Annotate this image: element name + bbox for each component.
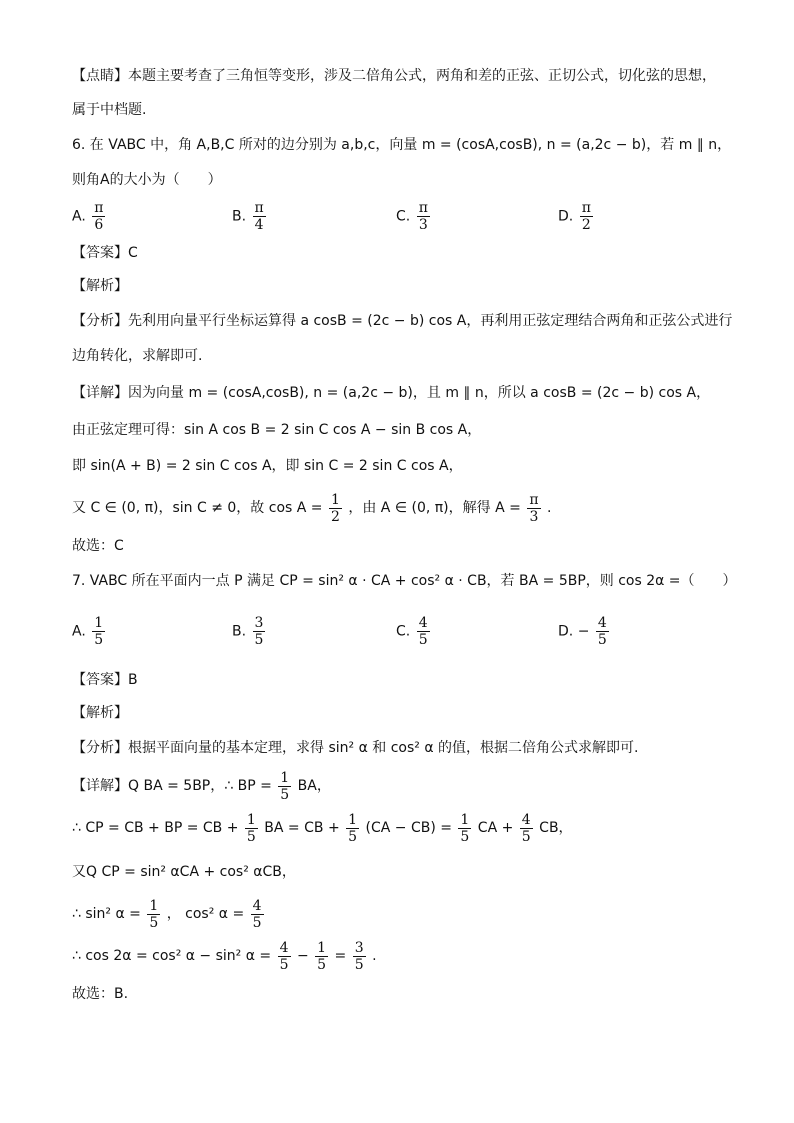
denominator: 6	[94, 217, 104, 233]
numerator: 1	[330, 491, 340, 508]
numerator: 4	[279, 939, 289, 956]
text-segment: =	[334, 948, 347, 964]
text-segment: (CA − CB) =	[365, 820, 452, 836]
q6-option-c	[396, 200, 432, 233]
numerator: 1	[280, 769, 290, 786]
denominator: 5	[521, 828, 531, 845]
numerator: 4	[597, 615, 607, 631]
q7-detail-4	[72, 896, 266, 932]
numerator: π	[94, 200, 104, 216]
option-letter: C.	[396, 623, 411, 640]
denominator: 5	[149, 914, 159, 931]
numerator: π	[529, 491, 539, 508]
denominator: 2	[330, 508, 340, 525]
text-segment: ∴ cos 2α = cos² α − sin² α =	[72, 948, 272, 964]
text-segment: ， cos² α =	[166, 906, 245, 922]
option-letter: B.	[232, 208, 247, 225]
dianjing-text: 【点睛】本题主要考查了三角恒等变形，涉及二倍角公式，两角和差的正弦、正切公式，切化弦的思想，	[72, 68, 716, 84]
text-segment: CB，	[539, 820, 573, 836]
option-sign: −	[577, 623, 590, 640]
text-segment: −	[296, 948, 309, 964]
numerator: 1	[149, 897, 159, 914]
denominator: 5	[246, 828, 256, 845]
numerator: 3	[254, 615, 264, 631]
numerator: 4	[521, 811, 531, 828]
q6-option-d	[558, 200, 595, 233]
q6-analysis-2: 边角转化，求解即可.	[72, 348, 203, 364]
text-segment: 【详解】Q BA = 5BP，∴ BP =	[72, 778, 272, 794]
denominator: 3	[529, 508, 539, 525]
option-letter: A.	[72, 208, 86, 225]
q7-analysis: 【分析】根据平面向量的基本定理，求得 sin² α 和 cos² α 的值，根据二倍角公式求解即可.	[72, 740, 639, 756]
numerator: 3	[354, 939, 364, 956]
q7-stem: 7. VABC 所在平面内一点 P 满足 CP = sin² α · CA + cos² α · CB，若 BA = 5BP，则 cos 2α =（ ）	[72, 573, 737, 589]
numerator: 1	[460, 811, 470, 828]
numerator: 1	[246, 811, 256, 828]
q7-answer: 【答案】B	[72, 672, 138, 688]
text-segment: ∴ CP = CB + BP = CB +	[72, 820, 239, 836]
q6-detail-2: 由正弦定理可得：sin A cos B = 2 sin C cos A − sin B cos A，	[72, 422, 482, 438]
denominator: 5	[94, 632, 104, 648]
q6-jiexi-heading: 【解析】	[72, 278, 128, 294]
text-segment: .	[546, 500, 552, 516]
q7-choose: 故选：B.	[72, 986, 129, 1002]
denominator: 5	[317, 956, 327, 973]
denominator: 5	[460, 828, 470, 845]
denominator: 5	[354, 956, 364, 973]
q7-detail-3: 又Q CP = sin² αCA + cos² αCB，	[72, 864, 296, 880]
q7-option-a	[72, 615, 107, 648]
q6-stem-2: 则角A的大小为（ ）	[72, 172, 222, 188]
text-segment: .	[372, 948, 377, 964]
q6-detail-1: 【详解】因为向量 m = (cosA,cosB), n = (a,2c − b)，且 m ∥ n，所以 a cosB = (2c − b) cos A，	[72, 385, 711, 401]
q6-detail-3: 即 sin(A + B) = 2 sin C cos A，即 sin C = 2 sin C cos A，	[72, 458, 463, 474]
denominator: 4	[254, 217, 264, 233]
q7-jiexi-heading: 【解析】	[72, 705, 128, 721]
q7-detail-2	[72, 810, 573, 846]
denominator: 5	[418, 632, 428, 648]
q7-detail-5	[72, 938, 377, 974]
numerator: 4	[252, 897, 262, 914]
numerator: π	[418, 200, 428, 216]
denominator: 5	[348, 828, 358, 845]
option-letter: A.	[72, 623, 86, 640]
q6-analysis: 【分析】先利用向量平行坐标运算得 a cosB = (2c − b) cos A，再利用正弦定理结合两角和正弦公式进行	[72, 313, 733, 329]
option-letter: B.	[232, 623, 247, 640]
q7-option-c	[396, 615, 432, 648]
q6-choose: 故选：C	[72, 538, 124, 554]
dianjing-text-2: 属于中档题.	[72, 102, 147, 118]
q6-option-b	[232, 200, 268, 233]
q6-detail-4	[72, 490, 551, 526]
numerator: π	[581, 200, 591, 216]
denominator: 5	[597, 632, 607, 648]
text-segment: CA +	[477, 820, 514, 836]
text-segment: BA，	[297, 778, 331, 794]
text-segment: 又 C ∈ (0, π)，sin C ≠ 0，故 cos A =	[72, 500, 323, 516]
denominator: 5	[279, 956, 289, 973]
text-segment: ，由 A ∈ (0, π)，解得 A =	[348, 500, 521, 516]
q7-option-b	[232, 615, 267, 648]
denominator: 2	[581, 217, 591, 233]
numerator: 4	[418, 615, 428, 631]
q6-option-a	[72, 200, 107, 233]
numerator: 1	[317, 939, 327, 956]
q7-detail-1	[72, 768, 331, 804]
q6-answer: 【答案】C	[72, 245, 138, 261]
text-segment: BA = CB +	[264, 820, 340, 836]
option-letter: D.	[558, 623, 574, 640]
denominator: 5	[280, 786, 290, 803]
denominator: 3	[418, 217, 428, 233]
text-segment: ∴ sin² α =	[72, 906, 141, 922]
option-letter: C.	[396, 208, 411, 225]
numerator: 1	[94, 615, 104, 631]
numerator: 1	[348, 811, 358, 828]
q6-stem: 6. 在 VABC 中，角 A,B,C 所对的边分别为 a,b,c，向量 m = (cosA,cosB), n = (a,2c − b)，若 m ∥ n，	[72, 137, 732, 153]
denominator: 5	[252, 914, 262, 931]
q7-option-d	[558, 615, 611, 648]
option-letter: D.	[558, 208, 574, 225]
denominator: 5	[254, 632, 264, 648]
numerator: π	[254, 200, 264, 216]
